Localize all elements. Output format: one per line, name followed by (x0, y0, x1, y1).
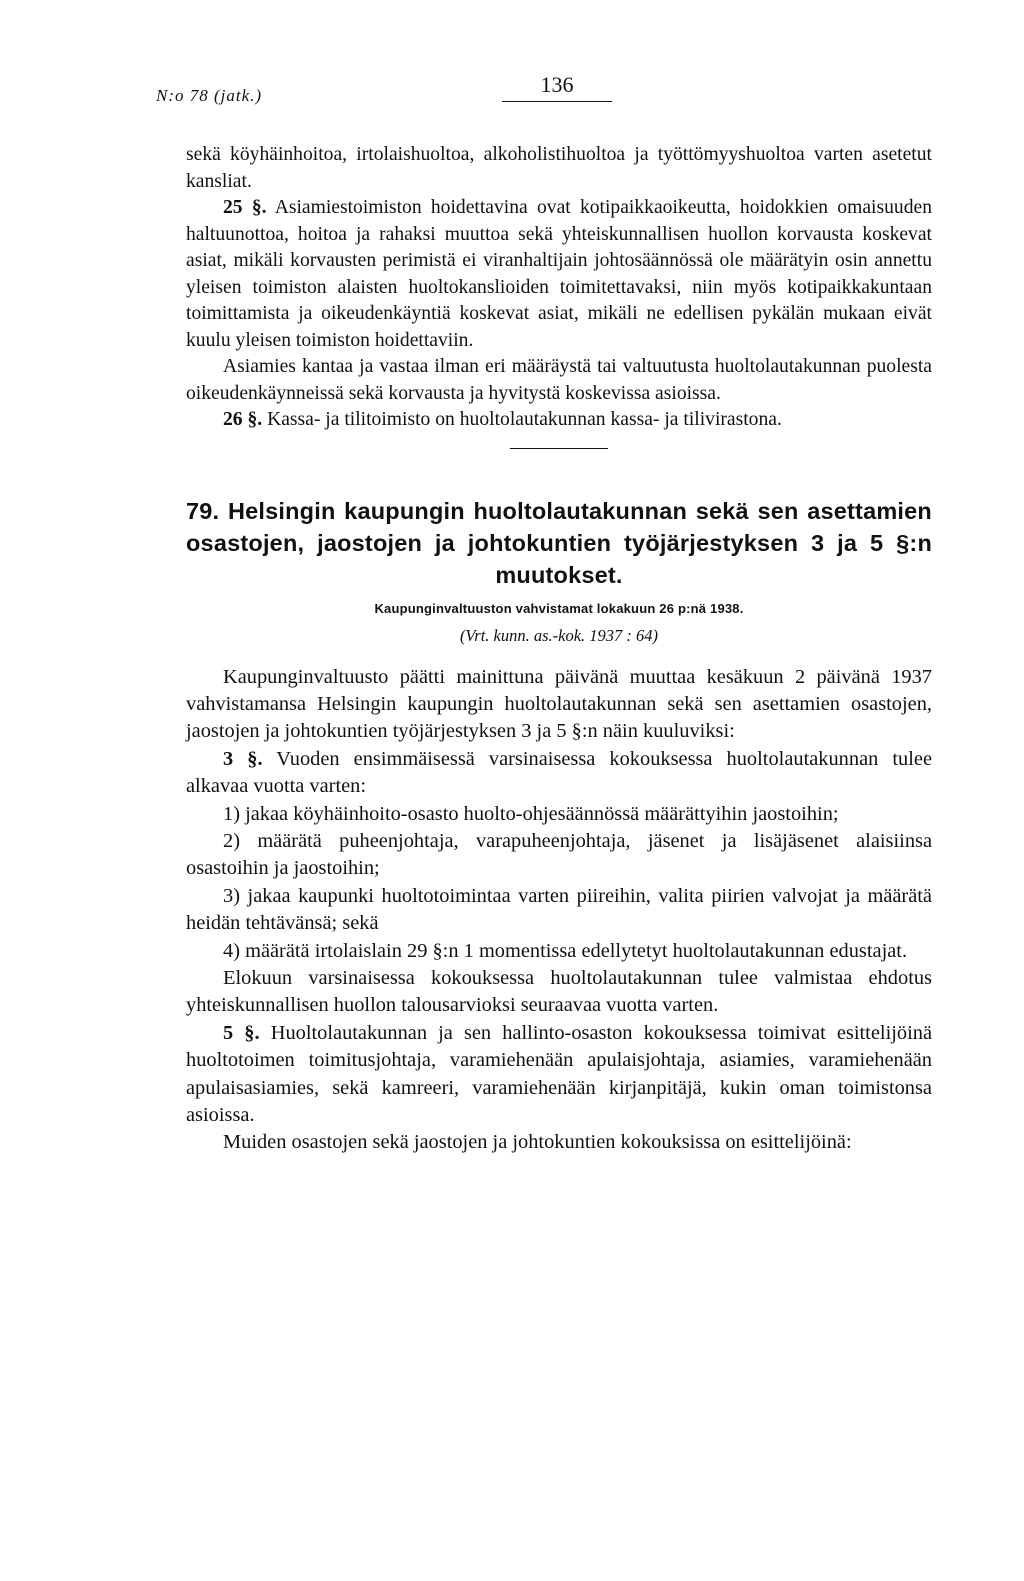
continued-paragraph: sekä köyhäinhoitoa, irtolaishuoltoa, alkoholistihuoltoa ja työttömyyshuoltoa varten asetetut kansliat. (186, 144, 932, 192)
section-5-paragraph (186, 1020, 932, 1130)
section-divider (510, 448, 608, 449)
list-item: 1) jakaa köyhäinhoito-osasto huolto-ohjesäännössä määrättyihin jaostoihin; (223, 802, 839, 825)
others-paragraph: Muiden osastojen sekä jaostojen ja johtokuntien kokouksissa on esittelijöinä: (223, 1131, 852, 1154)
item-79-body (186, 664, 932, 1157)
list-item: 2) määrätä puheenjohtaja, varapuheenjohtaja, jäsenet ja lisäjäsenet alaisiinsa osastoihin ja jaostoihin; (186, 829, 932, 880)
section-26-text: Kassa- ja tilitoimisto on huoltolautakunnan kassa- ja tilivirastona. (262, 409, 782, 430)
reference-line: (Vrt. kunn. as.-kok. 1937 : 64) (459, 625, 659, 645)
section-5-text: Huoltolautakunnan ja sen hallinto-osaston kokouksessa toimivat esittelijöinä huoltotoimen toimitusjohtaja, varamiehenään apulaisjohtaja, asiamies, varamiehenään apulaisasiamies, sekä kamreeri, varamiehenään kirjanpitäjä, kukin oman toimistonsa asioissa. (186, 1021, 932, 1126)
august-paragraph: Elokuun varsinaisessa kokouksessa huoltolautakunnan tulee valmistaa ehdotus yhteiskunnallisen huollon talousarvioksi seuraavaa vuotta varten. (186, 966, 932, 1017)
section-5-label: 5 §. (223, 1021, 260, 1044)
section-26-paragraph (186, 407, 932, 434)
item-79-number: 79. (186, 497, 220, 524)
section-26-label: 26 §. (223, 409, 263, 430)
document-page (156, 72, 932, 1157)
page-number: 136 (502, 72, 612, 102)
section-25-text: Asiamiestoimiston hoidettavina ovat kotipaikkaoikeutta, hoidokkien omaisuuden haltuunottoa, hoitoa ja rahaksi muuttoa sekä yhteiskunnallisen huollon korvausta koskevat asiat, mikäli korvausten perimistä ei viranhaltijain johtosäännössä ole määrätyin osin annettu yleisen toimiston alaisten huoltokanslioiden toimitettavaksi, niin myös kotipaikkakuntaan toimittamista ja oikeudenkäyntiä koskevat asiat, mikäli ne edellisen pykälän mukaan eivät kuulu yleisen toimiston hoidettaviin. (186, 197, 932, 351)
list-item: 3) jakaa kaupunki huoltotoimintaa varten piireihin, valita piirien valvojat ja määrätä heidän tehtävänsä; sekä (186, 884, 932, 935)
approval-line: Kaupunginvaltuuston vahvistamat lokakuun 26 p:nä 1938. (374, 600, 744, 616)
item-79-title: Helsingin kaupungin huoltolautakunnan sekä sen asettamien osastojen, jaostojen ja johtokuntien työjärjestyksen 3 ja 5 §:n muutokset. (186, 497, 932, 588)
section-25-paragraph (186, 195, 932, 354)
section-25-paragraph-2: Asiamies kantaa ja vastaa ilman eri määräystä tai valtuutusta huoltolautakunnan puolesta oikeudenkäynneissä sekä korvausta ja hyvitystä koskevissa asioissa. (186, 356, 932, 404)
item-79-heading (186, 495, 932, 591)
section-3-label: 3 §. (223, 747, 263, 770)
section-3-text: Vuoden ensimmäisessä varsinaisessa kokouksessa huoltolautakunnan tulee alkavaa vuotta varten: (186, 747, 932, 798)
section-25-label: 25 §. (223, 197, 267, 218)
list-item: 4) määrätä irtolaislain 29 §:n 1 momentissa edellytetyt huoltolautakunnan edustajat. (223, 939, 908, 962)
section-3-paragraph (186, 746, 932, 801)
intro-paragraph: Kaupunginvaltuusto päätti mainittuna päivänä muuttaa kesäkuun 2 päivänä 1937 vahvistamansa Helsingin kaupungin huoltolautakunnan sekä sen asettamien osastojen, jaostojen ja johtokuntien työjärjestyksen 3 ja 5 §:n näin kuuluviksi: (186, 665, 932, 743)
running-head: N:o 78 (jatk.) (156, 86, 263, 105)
page-header (156, 72, 932, 142)
